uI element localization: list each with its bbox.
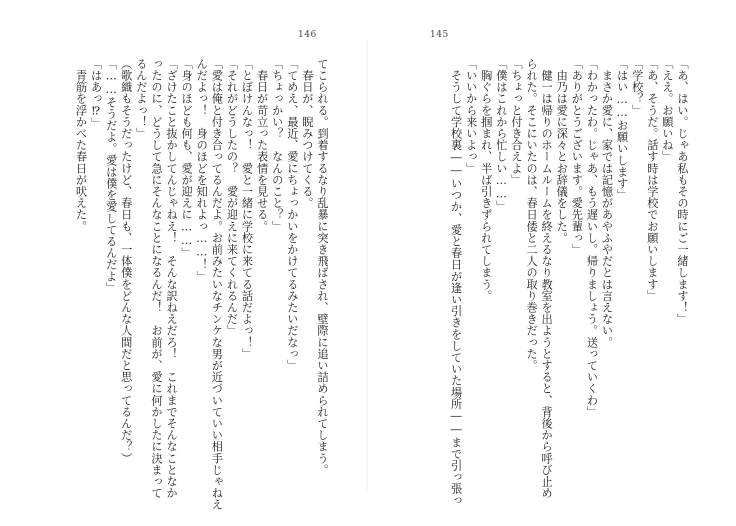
text-line: 「愛は俺と付き合ってるんだよ。お前みたいなチンケな男が近づいていい相手じゃねえ — [210, 58, 224, 511]
text-line: ったのに、どうして急にそんなことになるんだ！ お前が、愛に何かしたに決まって — [149, 58, 163, 499]
text-line: 「ちょっかい？ なんのこと？」 — [270, 58, 284, 232]
text-line: 「あ、はい。じゃあ私もその時にご一緒します！」 — [676, 58, 689, 325]
text-line: 「ちょっと付き合えよ」 — [509, 58, 523, 186]
text-line: 春日が、睨みつけてくる。 — [300, 58, 314, 209]
right-page — [368, 0, 736, 526]
text-body — [449, 58, 691, 506]
text-line: られた。そこにいたのは、春日倭と二人の取り巻きだった。 — [525, 58, 539, 372]
text-line: 「ざけたこと抜かしてんじゃねえ！ そんな訳ねえだろ！ これまでそんなことなか — [165, 58, 179, 499]
text-line: 「身のほども何も、愛が迎えに……」 — [180, 58, 194, 259]
text-line: 健一は帰りのホームルームを終えるなり教室を出ようとすると、背後から呼び止め — [540, 58, 554, 499]
text-line: 「はあっ⁉」 — [89, 58, 103, 130]
text-line: 青筋を浮かべた春日が吠えた。 — [74, 58, 88, 232]
text-body — [73, 58, 330, 511]
text-line: 「あ、そうだ。話す時は学校でお願いします」 — [645, 58, 659, 302]
text-line: まさか愛に、家では記憶があやふやだとは言えない。 — [600, 58, 614, 348]
text-line: 「僕はこれから忙しい……」 — [494, 58, 508, 213]
text-line: 春日が苛立った表情を見せる。 — [255, 58, 269, 232]
text-line: 「……そうだよ。愛は僕を愛してるんだよ」 — [104, 58, 118, 294]
text-line: 「それがどうしたの？ 愛が迎えに来てくれるんだ」 — [225, 58, 239, 337]
text-line: 「いいから来いよっ」 — [464, 58, 478, 174]
page-number: 146 — [298, 30, 317, 40]
text-line: てこられる。到着するなり乱暴に突き飛ばされ、壁際に追い詰められてしまう。 — [316, 58, 329, 476]
text-line: 「はい……お願いします」 — [615, 58, 629, 201]
text-line: んだよっ！ 身のほどを知れよっ……！」 — [195, 58, 209, 282]
text-line: 由乃は愛に深々とお辞儀をした。 — [555, 58, 569, 244]
text-line: 「ええ。お願いね」 — [660, 58, 674, 163]
text-line: （歌織もそうだったけど、春日も、一体僕をどんな人間だと思ってるんだ？） — [119, 58, 133, 464]
text-line: 「てめえ、最近、愛にちょっかいをかけてるみたいだなっ」 — [285, 58, 299, 372]
text-line: 「わかったわ。じゃあ、もう遅いし。帰りましょう。送っていくわ」 — [585, 58, 599, 418]
text-line: 「学校？」 — [630, 58, 644, 116]
text-line: 「とぼけんなっ！ 愛と一緒に学校に来てる話だよっ！」 — [240, 58, 254, 360]
page-number: 145 — [430, 30, 449, 40]
text-line: そうして学校裏――いつか、愛と春日が逢い引きをしていた場所――まで引っ張っ — [449, 58, 463, 506]
text-line: 胸ぐらを掴まれ、半ば引きずられてしまう。 — [479, 58, 493, 302]
text-line: るんだよっ！」 — [134, 58, 148, 140]
text-line: 「ありがとうございます。愛先輩っ」 — [570, 58, 584, 256]
